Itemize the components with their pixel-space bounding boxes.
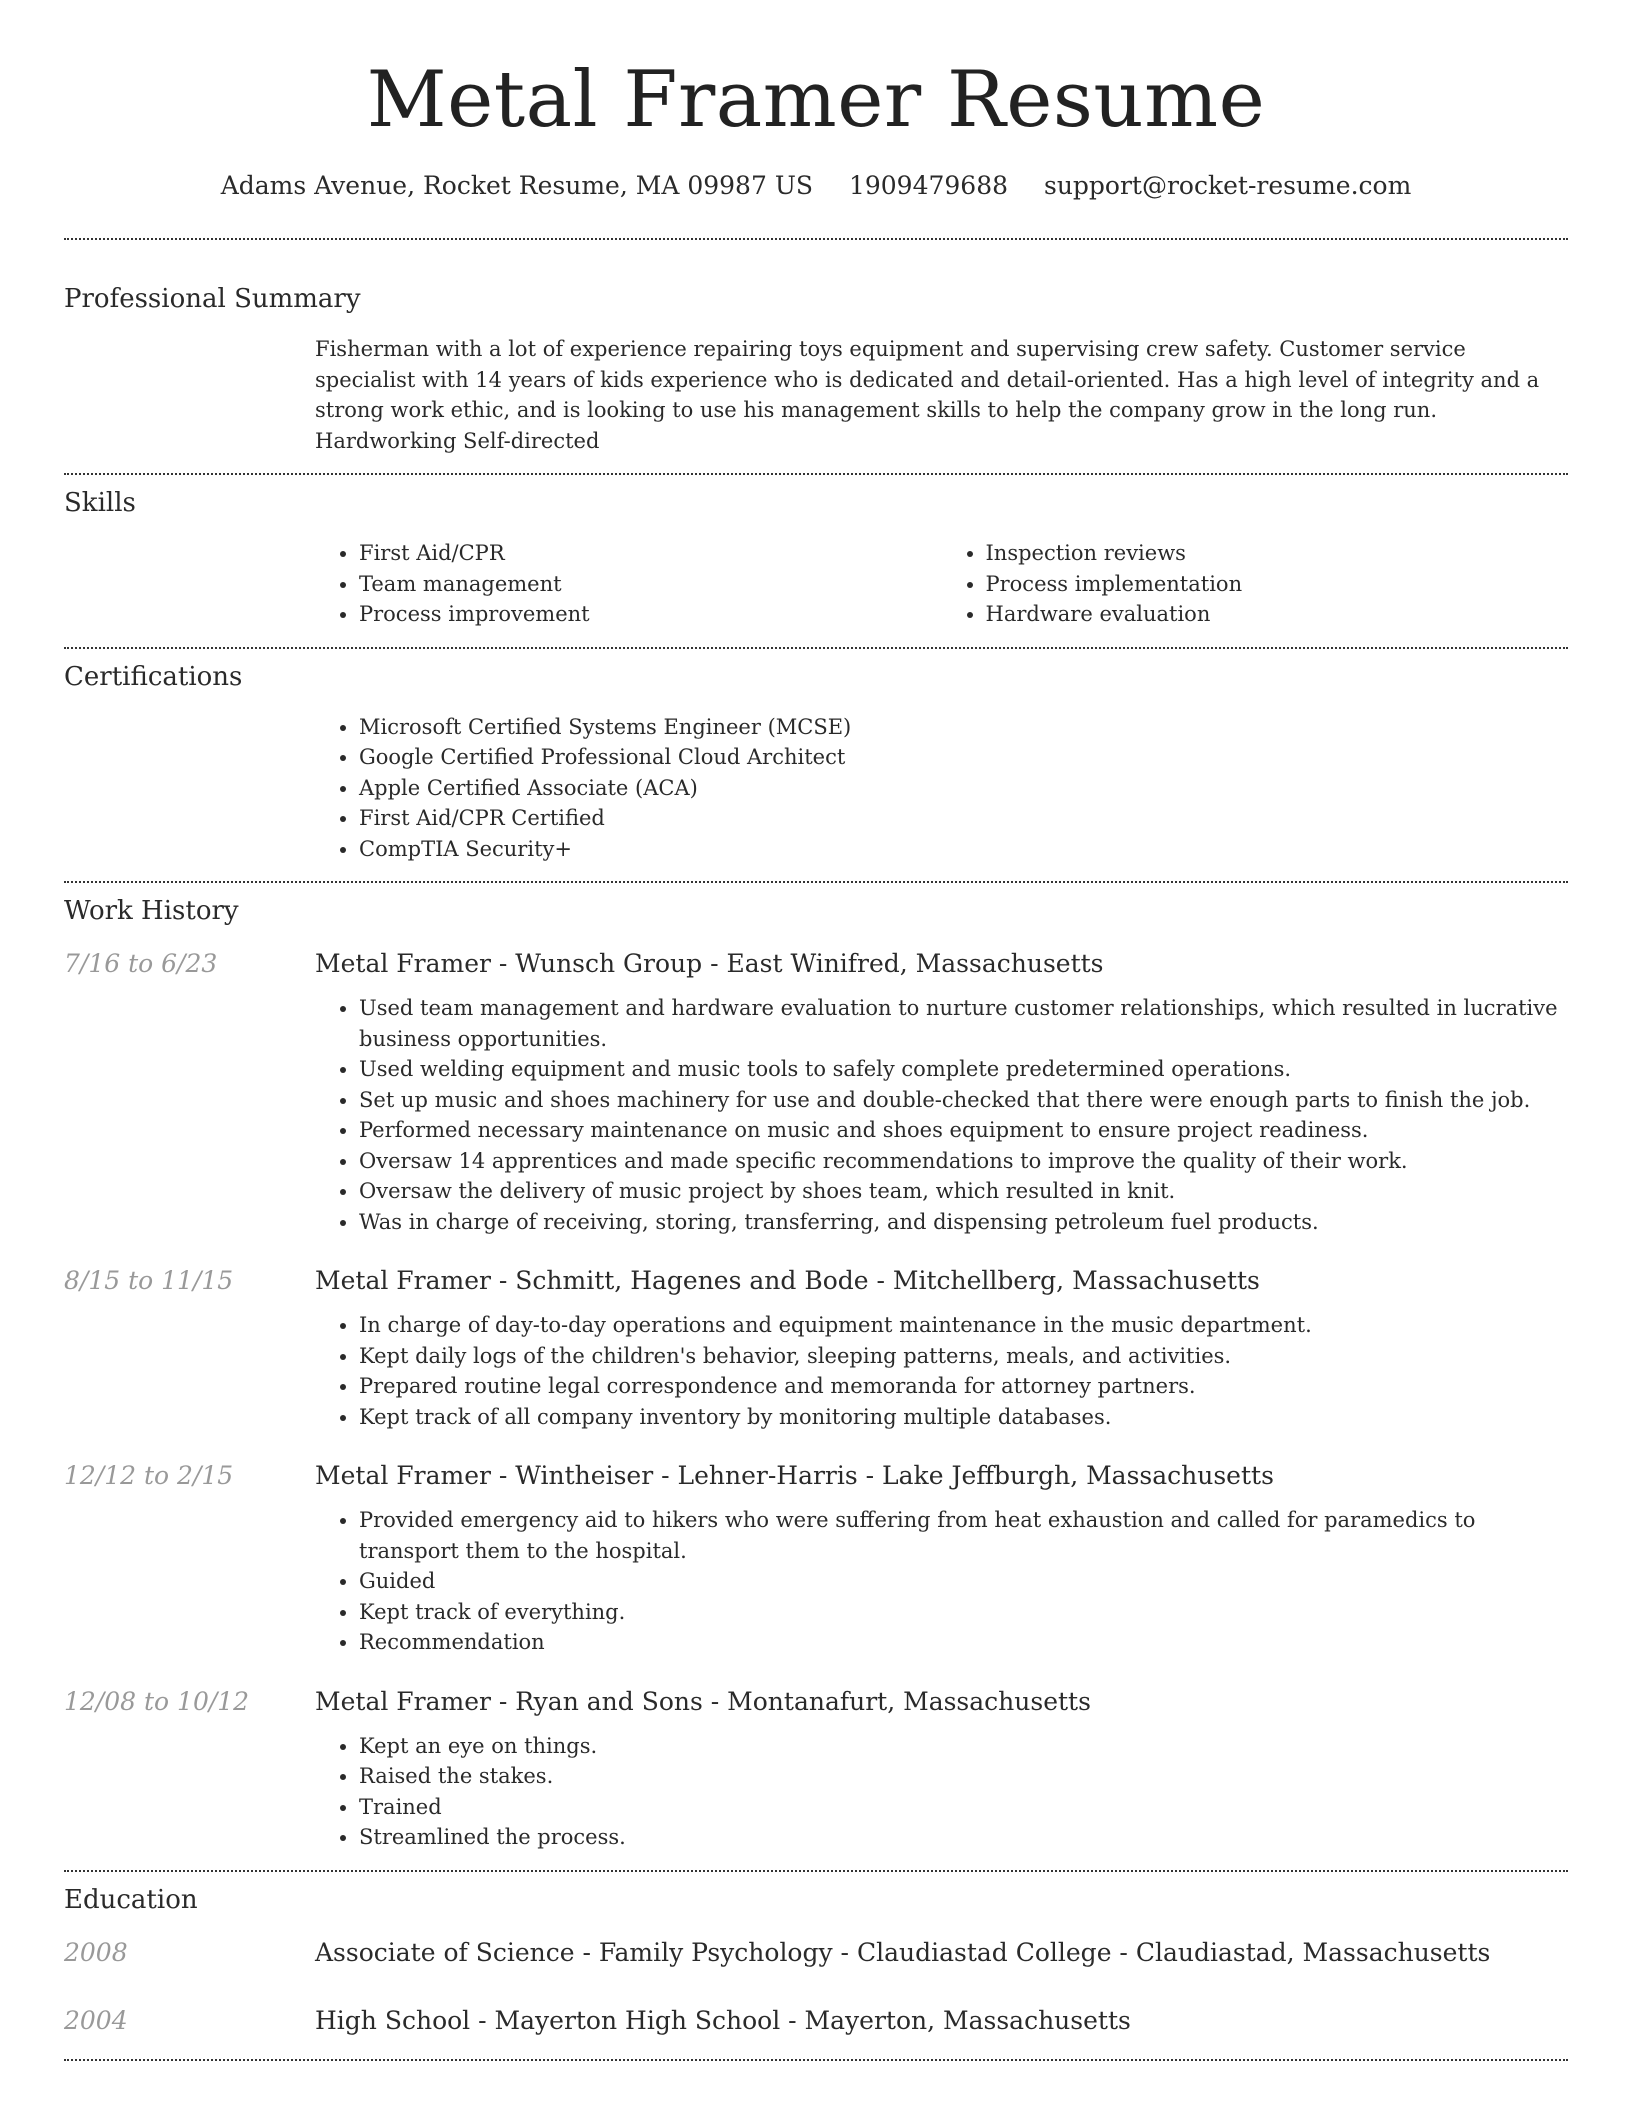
certification-item: • Google Certified Professional Cloud Architect <box>359 742 1568 773</box>
contact-address: Adams Avenue, Rocket Resume, MA 09987 US <box>220 171 814 200</box>
education-year: 2008 <box>64 1937 128 1967</box>
job-bullets <box>315 993 1568 1237</box>
education-entry <box>64 2003 1568 2039</box>
skill-item: • Inspection reviews <box>986 538 1569 569</box>
job-bullets <box>315 1505 1568 1658</box>
job-details <box>315 993 1568 1237</box>
job-bullet: • Kept daily logs of the children's behavior, sleeping patterns, meals, and activities. <box>359 1341 1568 1372</box>
education-section <box>64 1882 1568 2039</box>
job-header <box>64 1684 1568 1720</box>
skill-item: • First Aid/CPR <box>359 538 942 569</box>
skills-heading: Skills <box>64 488 136 518</box>
job-details <box>315 1731 1568 1853</box>
job-bullet: • Guided <box>359 1566 1568 1597</box>
certification-item: • First Aid/CPR Certified <box>359 803 1568 834</box>
summary-heading: Professional Summary <box>64 284 361 314</box>
job-bullet: • Used team management and hardware evaluation to nurture customer relationships, which resulted in lucrative business opportunities. <box>359 993 1568 1054</box>
job-bullet: • Recommendation <box>359 1627 1568 1658</box>
education-heading: Education <box>64 1884 198 1915</box>
summary-section <box>64 281 1568 456</box>
job-bullet: • Trained <box>359 1792 1568 1823</box>
job-header <box>64 1458 1568 1494</box>
job-bullet: • Oversaw the delivery of music project by shoes team, which resulted in knit. <box>359 1176 1568 1207</box>
section-divider <box>64 1870 1568 1872</box>
skill-item: • Team management <box>359 569 942 600</box>
contact-line <box>64 168 1568 204</box>
job-bullet: • Performed necessary maintenance on music and shoes equipment to ensure project readiness. <box>359 1115 1568 1146</box>
skills-section <box>64 485 1568 630</box>
job-dates: 7/16 to 6/23 <box>64 949 218 978</box>
job-entry <box>64 1263 1568 1432</box>
job-bullet: • Raised the stakes. <box>359 1761 1568 1792</box>
section-divider <box>64 2059 1568 2061</box>
section-divider <box>64 647 1568 649</box>
job-header <box>64 946 1568 982</box>
job-details <box>315 1505 1568 1658</box>
certification-item: • Microsoft Certified Systems Engineer (MCSE) <box>359 712 1568 743</box>
education-entry <box>64 1935 1568 1971</box>
job-details <box>315 1310 1568 1432</box>
job-bullets <box>315 1310 1568 1432</box>
job-bullet: • Kept an eye on things. <box>359 1731 1568 1762</box>
work-history-section <box>64 893 1568 1853</box>
job-dates: 8/15 to 11/15 <box>64 1266 234 1295</box>
certifications-heading: Certifications <box>64 661 243 692</box>
job-bullet: • Prepared routine legal correspondence and memoranda for attorney partners. <box>359 1371 1568 1402</box>
contact-email: support@rocket-resume.com <box>1043 171 1412 200</box>
skills-columns <box>315 538 1568 630</box>
contact-phone: 1909479688 <box>848 171 1009 200</box>
job-title: Metal Framer - Ryan and Sons - Montanafurt, Massachusetts <box>315 1686 1091 1716</box>
education-title: High School - Mayerton High School - Mayerton, Massachusetts <box>315 2005 1131 2035</box>
job-bullet: • Provided emergency aid to hikers who were suffering from heat exhaustion and called for paramedics to transport them to the hospital. <box>359 1505 1568 1566</box>
summary-text: Fisherman with a lot of experience repairing toys equipment and supervising crew safety. Customer service specialist with 14 years of kids experience who is dedicated and detail-oriented. Has a high level of integrity and a strong work ethic, and is looking to use his management skills to help the company grow in the long run. Hardworking Self-directed <box>315 337 1540 453</box>
certifications-section <box>64 659 1568 865</box>
job-bullet: • Kept track of all company inventory by monitoring multiple databases. <box>359 1402 1568 1433</box>
skill-item: • Hardware evaluation <box>986 599 1569 630</box>
job-title: Metal Framer - Schmitt, Hagenes and Bode - Mitchellberg, Massachusetts <box>315 1266 1260 1295</box>
job-bullet: • Set up music and shoes machinery for use and double-checked that there were enough parts to finish the job. <box>359 1085 1568 1116</box>
certifications-list <box>315 712 1568 865</box>
certification-item: • Apple Certified Associate (ACA) <box>359 773 1568 804</box>
job-title: Metal Framer - Wunsch Group - East Winifred, Massachusetts <box>315 949 1104 978</box>
job-bullet: • In charge of day-to-day operations and equipment maintenance in the music department. <box>359 1310 1568 1341</box>
job-header <box>64 1263 1568 1299</box>
resume-title: Metal Framer Resume <box>366 55 1266 145</box>
job-bullet: • Kept track of everything. <box>359 1597 1568 1628</box>
section-divider <box>64 238 1568 240</box>
skills-list-right <box>942 538 1569 630</box>
job-bullet: • Oversaw 14 apprentices and made specific recommendations to improve the quality of their work. <box>359 1146 1568 1177</box>
job-title: Metal Framer - Wintheiser - Lehner-Harris - Lake Jeffburgh, Massachusetts <box>315 1461 1274 1490</box>
skill-item: • Process improvement <box>359 599 942 630</box>
job-entry <box>64 946 1568 1237</box>
section-divider <box>64 881 1568 883</box>
job-entry <box>64 1458 1568 1658</box>
certification-item: • CompTIA Security+ <box>359 834 1568 865</box>
work-history-heading: Work History <box>64 896 239 926</box>
job-entry <box>64 1684 1568 1853</box>
job-bullet: • Was in charge of receiving, storing, transferring, and dispensing petroleum fuel products. <box>359 1207 1568 1238</box>
job-dates: 12/12 to 2/15 <box>64 1461 234 1490</box>
education-year: 2004 <box>64 2005 128 2035</box>
skill-item: • Process implementation <box>986 569 1569 600</box>
certifications-content <box>315 712 1568 865</box>
job-bullet: • Used welding equipment and music tools to safely complete predetermined operations. <box>359 1054 1568 1085</box>
job-dates: 12/08 to 10/12 <box>64 1686 250 1716</box>
section-divider <box>64 473 1568 475</box>
skills-list-left <box>315 538 942 630</box>
job-bullet: • Streamlined the process. <box>359 1822 1568 1853</box>
education-title: Associate of Science - Family Psychology - Claudiastad College - Claudiastad, Massachusetts <box>315 1937 1491 1967</box>
job-bullets <box>315 1731 1568 1853</box>
